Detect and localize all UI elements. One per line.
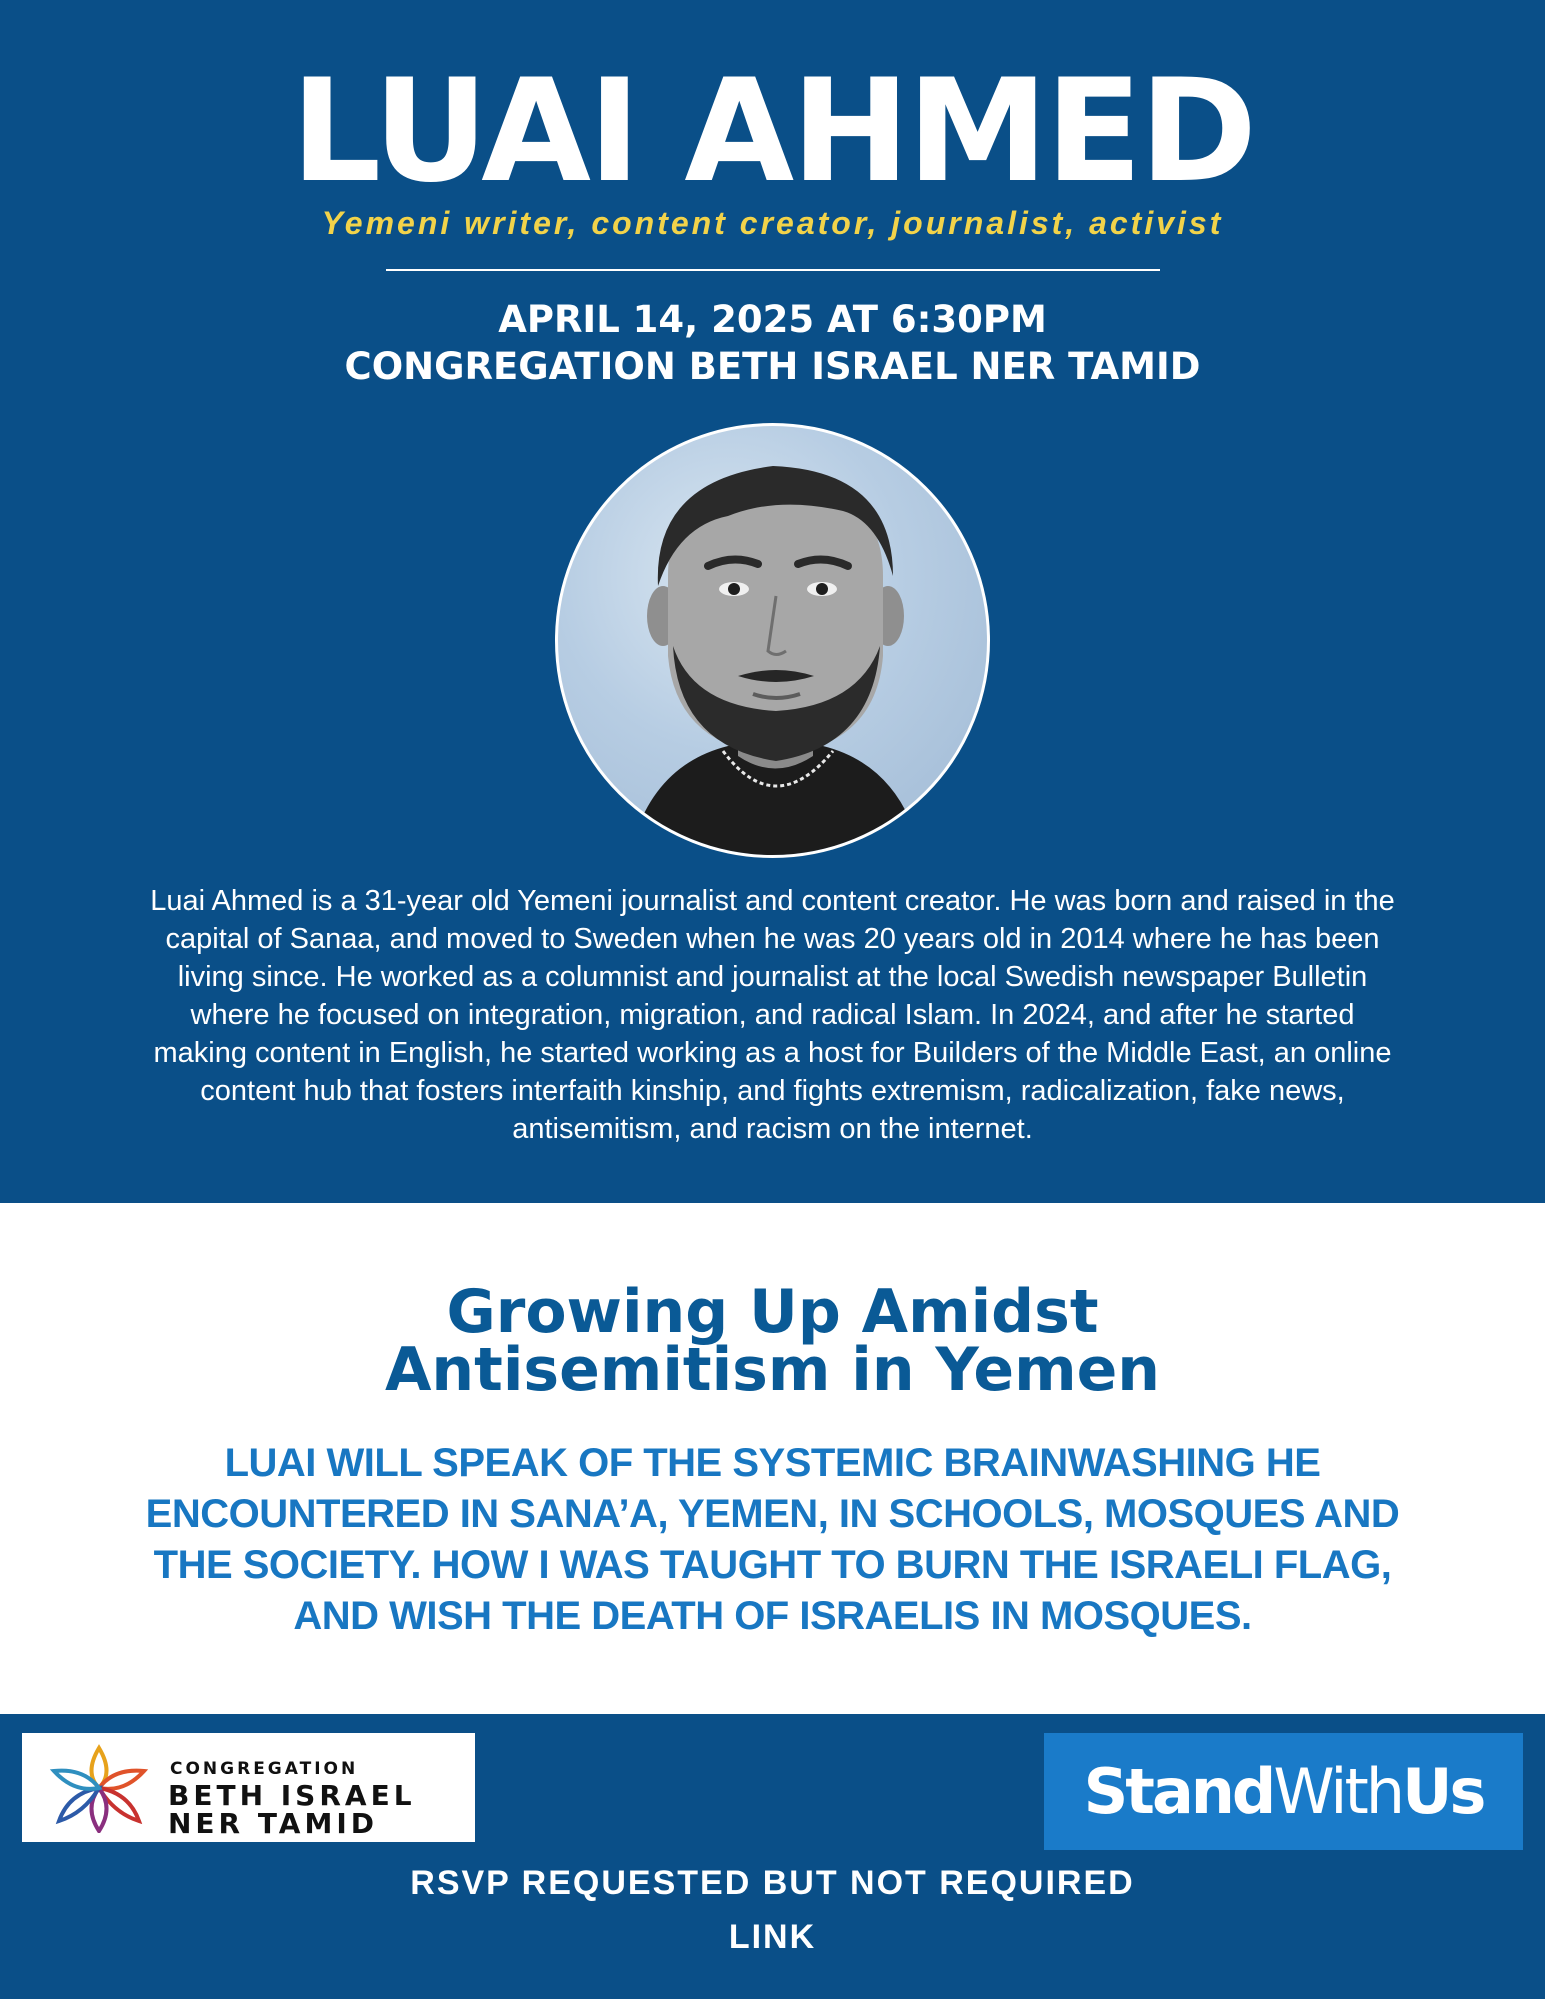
rsvp-note: RSVP REQUESTED BUT NOT REQUIRED [410,1864,1135,1902]
event-venue: CONGREGATION BETH ISRAEL NER TAMID [344,345,1201,388]
footer-section [0,1714,1545,1999]
speaker-subtitle: Yemeni writer, content creator, journalist, activist [321,205,1224,241]
rsvp-link[interactable]: LINK [728,1918,817,1956]
standwithus-logo [1044,1733,1523,1850]
congregation-label: CONGREGATION [170,1759,359,1779]
star-logo-icon [44,1743,154,1833]
congregation-logo [22,1733,475,1842]
divider [386,269,1160,271]
standwithus-us: Us [1402,1755,1484,1828]
congregation-name-line2: NER TAMID [168,1807,378,1840]
speaker-portrait [555,423,990,858]
standwithus-stand: Stand [1083,1755,1274,1828]
talk-title [0,1277,1545,1405]
speaker-bio: Luai Ahmed is a 31-year old Yemeni journalist and content creator. He was born and raised in the capital of Sanaa, and moved to Sweden when he was 20 years old in 2014 where he has been living since. He worked as a columnist and journalist at the local Swedish newspaper Bulletin where he focused on integration, migration, and radical Islam. In 2024, and after he started making content in English, he started working as a host for Builders of the Middle East, an online content hub that fosters interfaith kinship, and fights extremism, radicalization, fake news, antisemitism, and racism on the internet. [150,885,1395,1145]
speaker-name: LUAI AHMED [290,49,1255,214]
event-date: APRIL 14, 2025 AT 6:30PM [498,298,1047,341]
talk-description: LUAI WILL SPEAK OF THE SYSTEMIC BRAINWASHING HE ENCOUNTERED IN SANA’A, YEMEN, IN SCHOOLS, MOSQUES AND THE SOCIETY. HOW I WAS TAUGHT TO BURN THE ISRAELI FLAG, AND WISH THE DEATH OF ISRAELIS IN MOSQUES. [145,1441,1400,1638]
talk-section [0,1203,1545,1714]
talk-title-line2: Antisemitism in Yemen [385,1335,1160,1405]
talk-title-line1: Growing Up Amidst [446,1277,1099,1347]
standwithus-with: With [1273,1755,1403,1828]
congregation-name-line1: BETH ISRAEL [168,1779,416,1812]
portrait-illustration [558,426,990,858]
